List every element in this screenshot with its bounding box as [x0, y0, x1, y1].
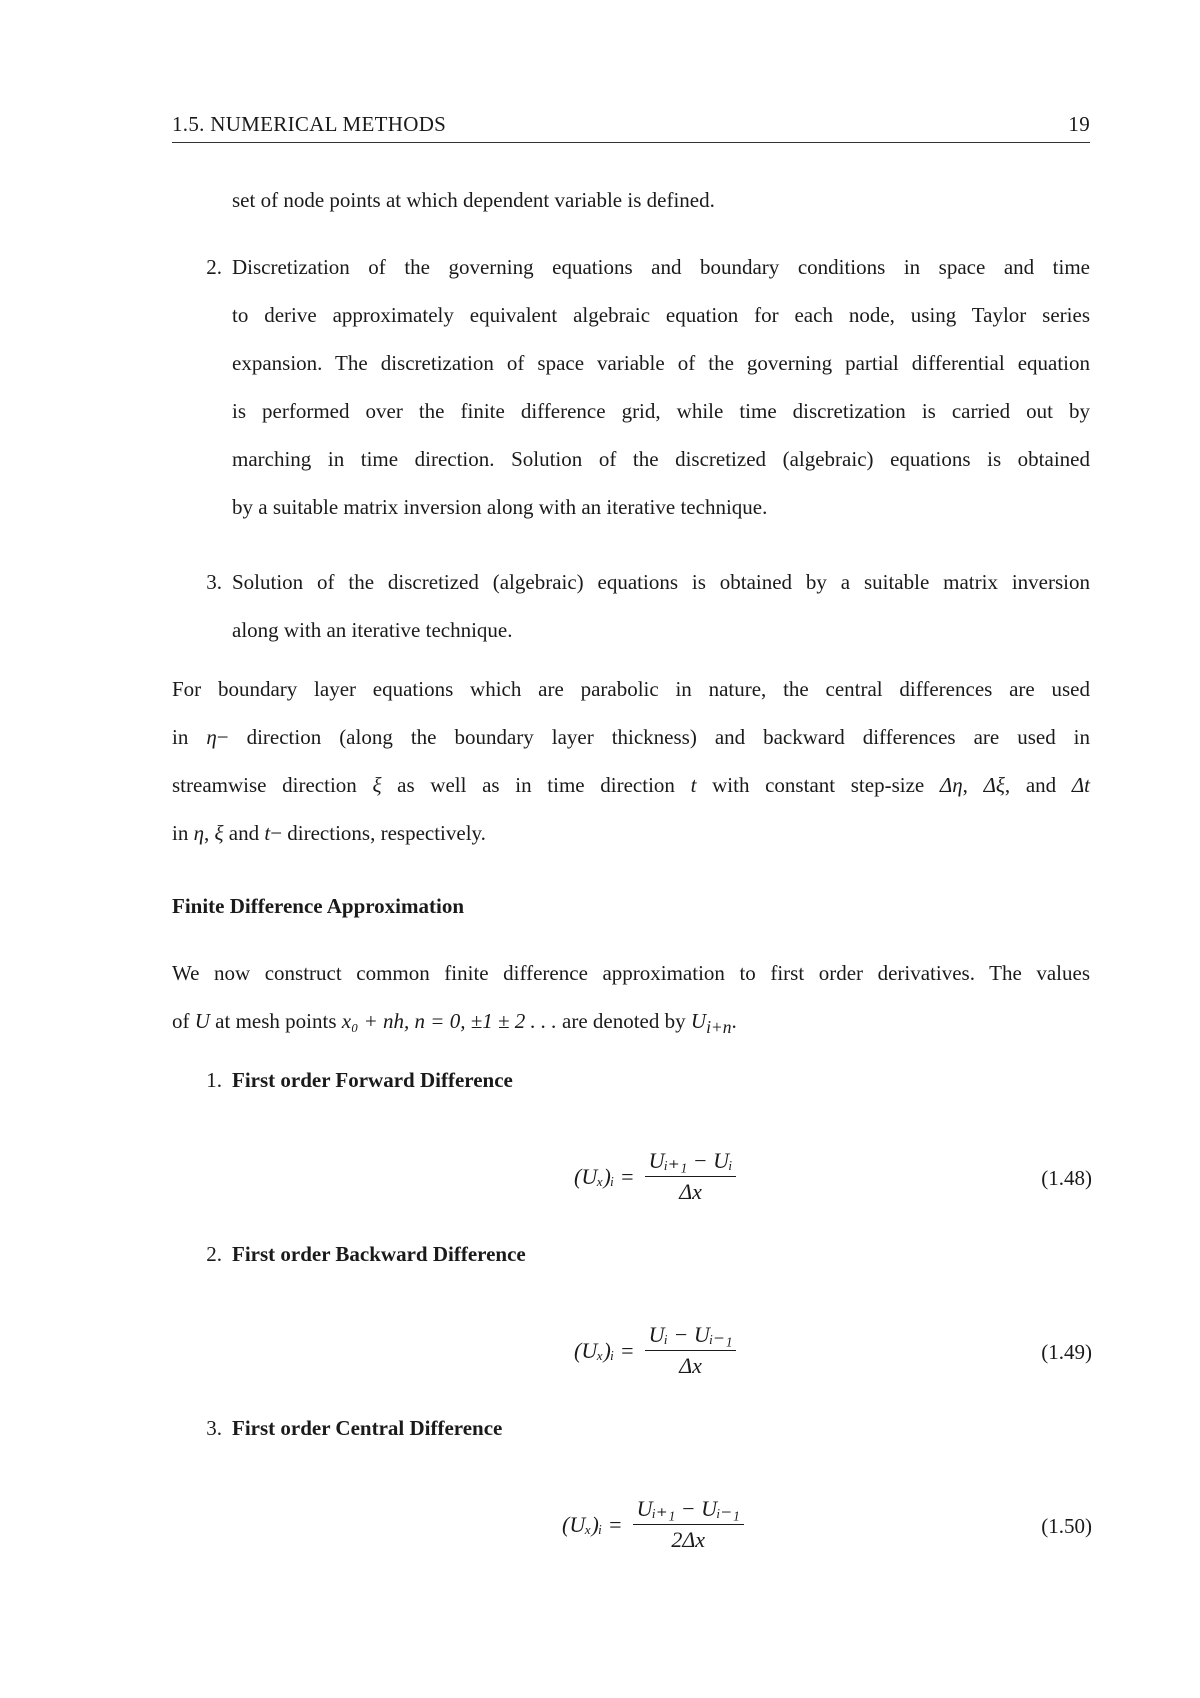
- equation-number: (1.48): [1041, 1166, 1092, 1190]
- eq-numerator: Uᵢ − Uᵢ₋₁: [645, 1322, 737, 1351]
- text-line: marching in time direction. Solution of the discretized (algebraic) equations is obtained: [232, 447, 1090, 471]
- text-line: For boundary layer equations which are parabolic in nature, the central differences are used: [172, 677, 1090, 701]
- eq-numerator: Uᵢ₊₁ − Uᵢ₋₁: [633, 1496, 744, 1525]
- paragraph-finite-difference: [172, 949, 1090, 1051]
- text-line: expansion. The discretization of space variable of the governing partial differential equation: [232, 351, 1090, 375]
- equation-number: (1.49): [1041, 1340, 1092, 1364]
- text-line: in η, ξ and t− directions, respectively.: [172, 821, 486, 845]
- eq-fraction: [633, 1496, 744, 1553]
- eq-denominator: 2Δx: [671, 1527, 706, 1552]
- list-number-2a: 2.: [206, 255, 222, 279]
- list-number-1: 1.: [206, 1068, 222, 1092]
- heading-central-difference: First order Central Difference: [232, 1416, 503, 1440]
- list-number-2b: 2.: [206, 1242, 222, 1266]
- subsection-title: Finite Difference Approximation: [172, 894, 465, 918]
- list-item-solution: [232, 558, 1090, 654]
- text-line: of U at mesh points x₀ + nh, n = 0, ±1 ± 2 . . . are denoted by $U_{i+n}$.: [172, 1009, 737, 1038]
- text-line: is performed over the finite difference grid, while time discretization is carried out by: [232, 399, 1090, 423]
- text-line: to derive approximately equivalent algebraic equation for each node, using Taylor series: [232, 303, 1090, 327]
- text-line: Solution of the discretized (algebraic) equations is obtained by a suitable matrix inversion: [232, 570, 1090, 594]
- eq-lhs: (Uₓ)ᵢ =: [574, 1163, 635, 1189]
- list-number-3b: 3.: [206, 1416, 222, 1440]
- text-line: in η− direction (along the boundary layer thickness) and backward differences are used in: [172, 725, 1091, 749]
- eq-lhs: (Uₓ)ᵢ =: [574, 1337, 635, 1363]
- running-header-section: 1.5. NUMERICAL METHODS: [172, 112, 447, 136]
- page-number: 19: [1068, 112, 1090, 136]
- text-line: streamwise direction ξ as well as in time direction t with constant step-size Δη, Δξ, and Δt: [172, 773, 1090, 797]
- heading-forward-difference: First order Forward Difference: [232, 1068, 513, 1092]
- continuation-line: set of node points at which dependent variable is defined.: [232, 188, 715, 212]
- eq-denominator: Δx: [679, 1353, 702, 1378]
- text-line: along with an iterative technique.: [232, 618, 513, 642]
- text-line: Discretization of the governing equations and boundary conditions in space and time: [232, 255, 1090, 279]
- eq-lhs: (Uₓ)ᵢ =: [562, 1511, 623, 1537]
- heading-backward-difference: First order Backward Difference: [232, 1242, 526, 1266]
- eq-fraction: [645, 1148, 737, 1205]
- eq-denominator: Δx: [679, 1179, 702, 1204]
- equation-central: [562, 1496, 744, 1553]
- equation-number: (1.50): [1041, 1514, 1092, 1538]
- header-rule: [172, 142, 1090, 143]
- list-item-discretization: [232, 243, 1090, 531]
- equation-backward: [574, 1322, 736, 1379]
- eq-fraction: [645, 1322, 737, 1379]
- paragraph-boundary-layer: [172, 665, 1090, 857]
- eq-numerator: Uᵢ₊₁ − Uᵢ: [645, 1148, 737, 1177]
- text-line: We now construct common finite difference approximation to first order derivatives. The values: [172, 961, 1090, 985]
- list-number-3a: 3.: [206, 570, 222, 594]
- text-line: by a suitable matrix inversion along with an iterative technique.: [232, 495, 768, 519]
- equation-forward: [574, 1148, 736, 1205]
